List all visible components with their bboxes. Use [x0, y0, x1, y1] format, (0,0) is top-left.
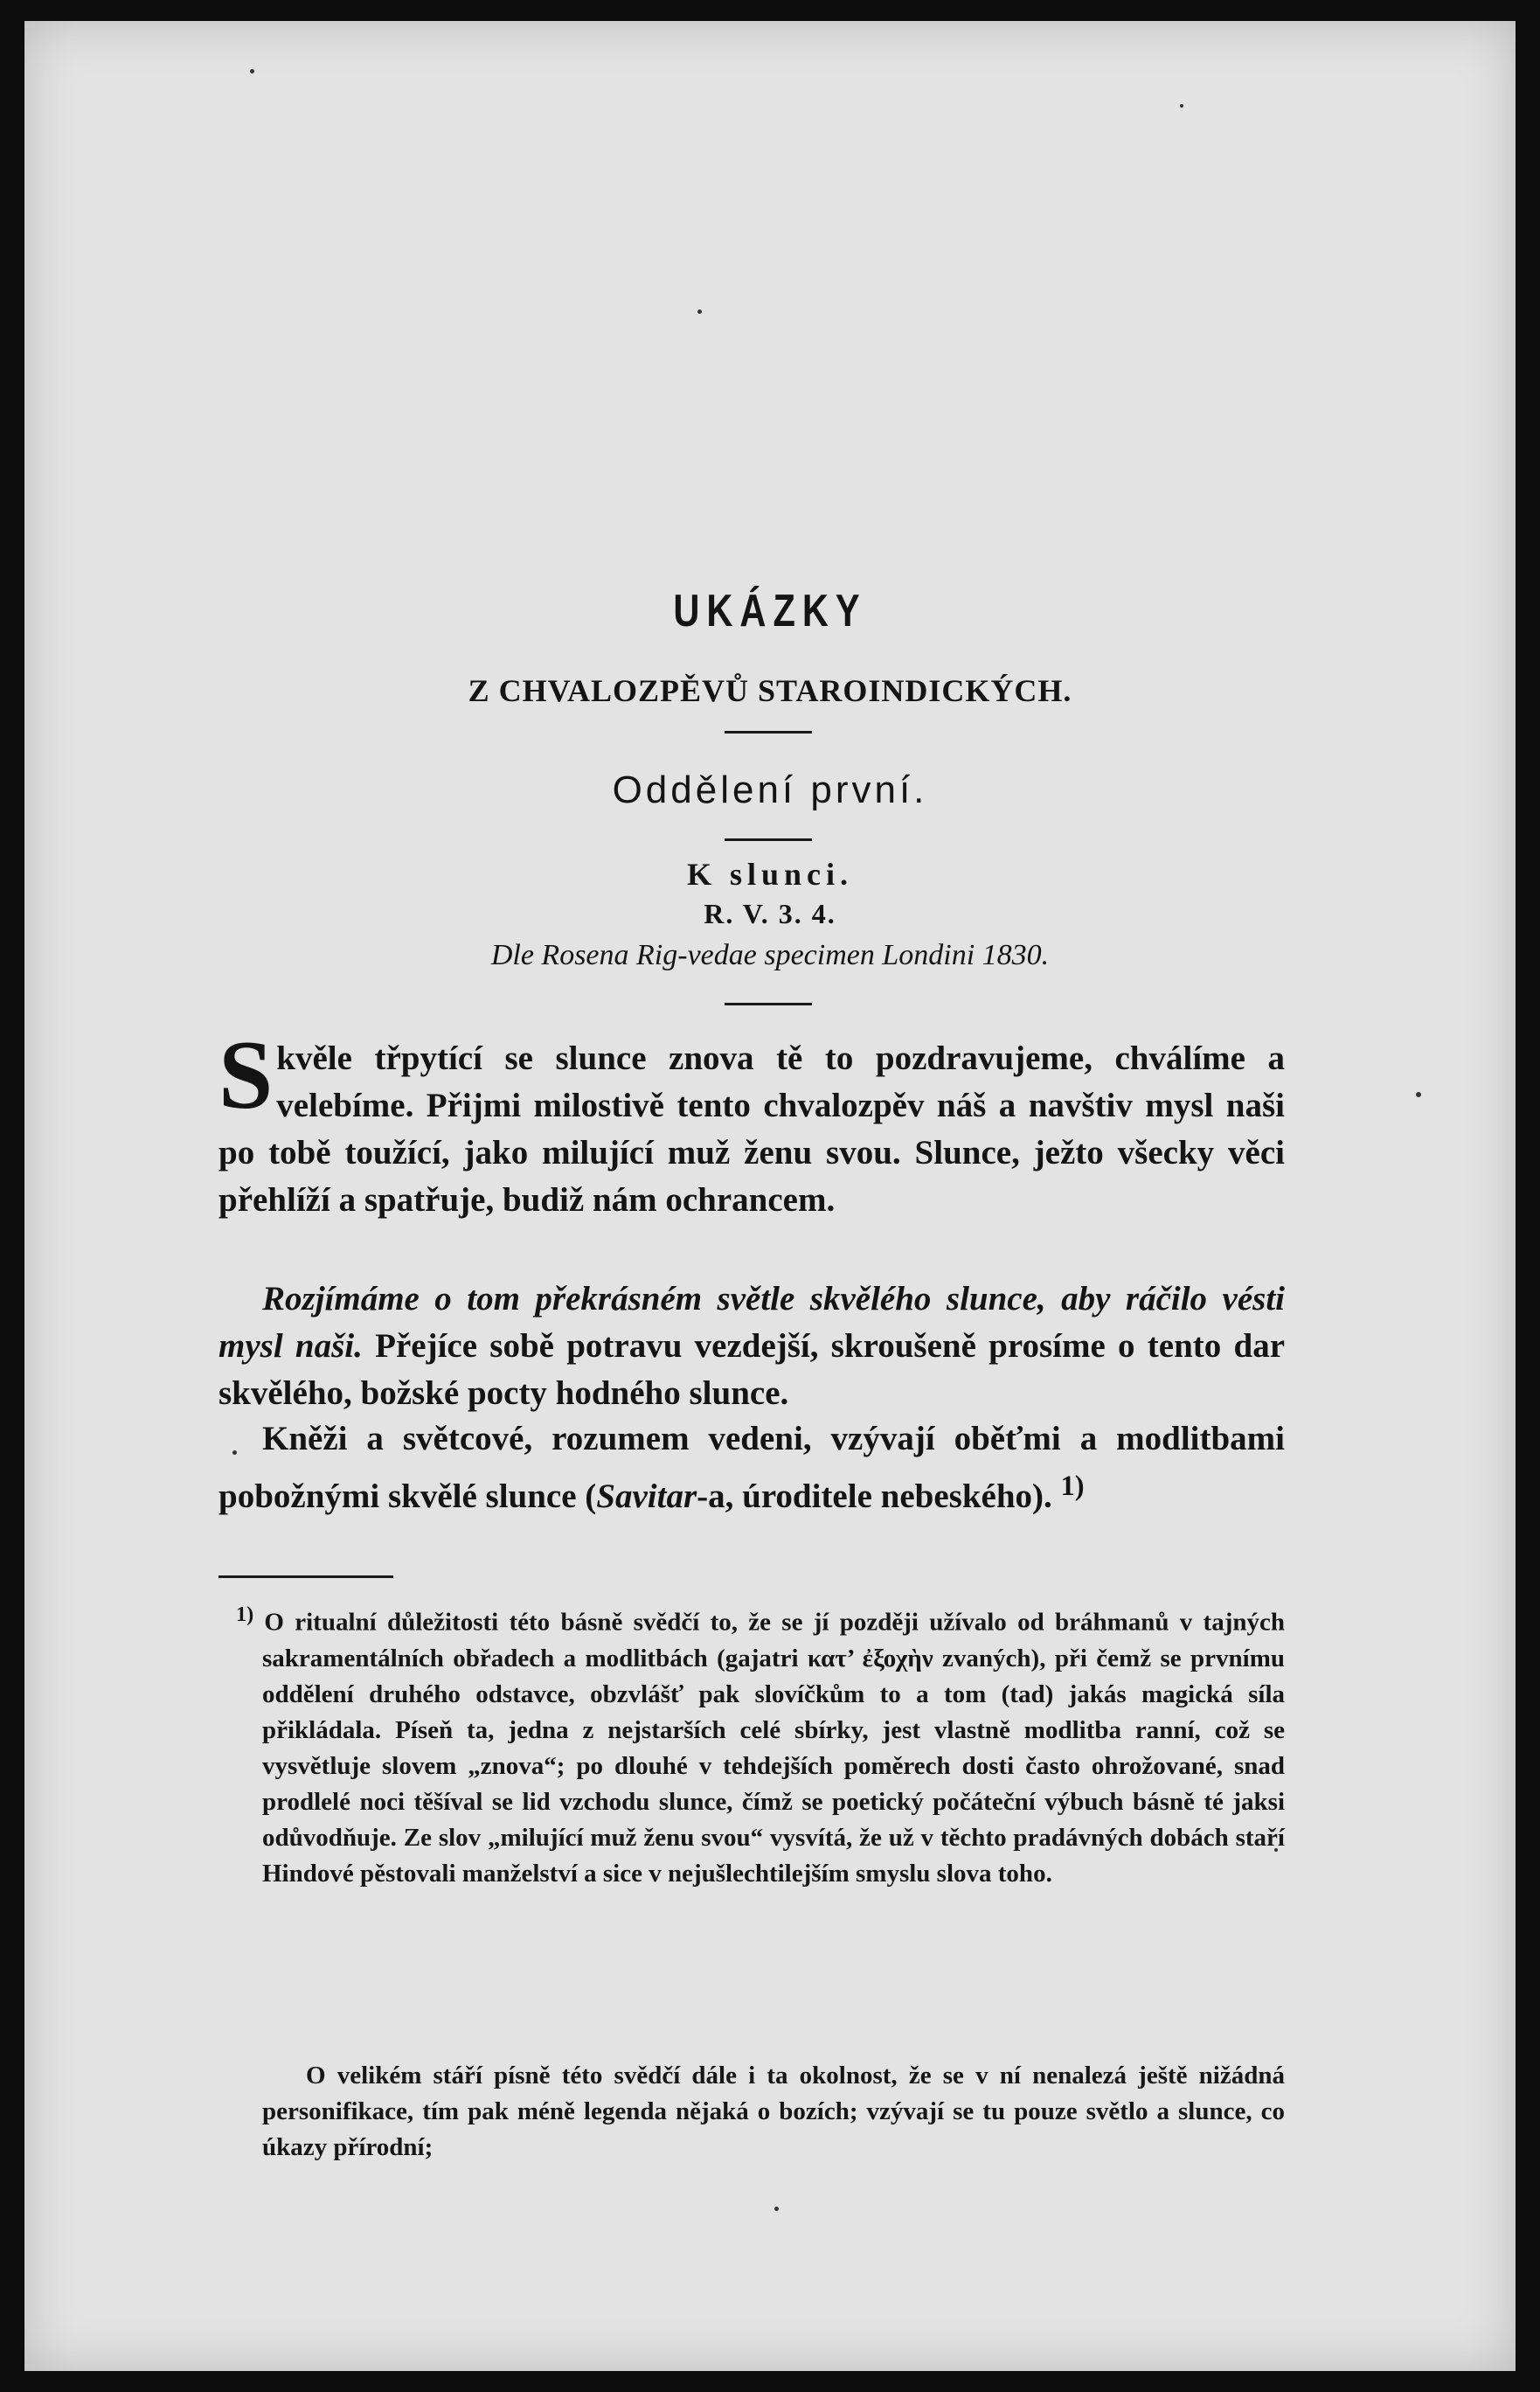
footnote-divider — [219, 1575, 393, 1578]
subtitle: Z CHVALOZPĚVŮ STAROINDICKÝCH. — [468, 673, 1072, 708]
section-title: Oddělení první. — [612, 768, 928, 811]
footnote-1 — [236, 1596, 1285, 1892]
verse-3 — [219, 1415, 1285, 1520]
verse-2-text: Přejíce sobě potravu vezdejší, skroušeně prosíme o tento dar skvělého, božské pocty hodného slunce. — [219, 1327, 1286, 1412]
scan-speck — [1416, 1092, 1421, 1097]
hymn-source: Dle Rosena Rig-vedae specimen Londini 1830. — [490, 939, 1050, 971]
footnote-1-text: O ritualní důležitosti této básně svědčí to, že se jí později užívalo od bráhmanů v tajných sakramentálních obřadech a modlitbách (gajatri κατ’ ἐξοχὴν zvaných), při čemž se prvnímu oddělení druhého odstavce, obzvlášť pak slovíčkům to a tom (tad) jakás magická síla přikládala. Píseň ta, jedna z nejstarších celé sbírky, jest vlastně modlitba ranní, což se vysvětluje slovem „znova“; po dlouhé v tehdejších poměrech dosti často ohrožované, snad prodlelé noci těšíval se lid vzchodu slunce, čímž se poetický počáteční výbuch básně té jaksi odůvodňuje. Ze slov „milující muž ženu svou“ vysvítá, že už v těchto pradávných dobách staří Hindové pěstovali manželství a sice v nejušlechtilejším smyslu slova toho. — [262, 1608, 1285, 1888]
scan-speck — [250, 69, 254, 73]
page — [24, 21, 1516, 2371]
title-divider — [725, 731, 812, 734]
scan-speck — [1180, 104, 1183, 108]
footnote-reference: 1) — [1060, 1471, 1085, 1502]
footnote-marker: 1) — [236, 1603, 254, 1626]
hymn-divider — [725, 1003, 812, 1005]
verse-2-italic: Rozjímáme o tom překrásném světle skvělého slunce, aby ráčilo vésti mysl naši. — [219, 1280, 1285, 1365]
hymn-reference: R. V. 3. 4. — [704, 898, 836, 929]
drop-cap: S — [219, 1021, 274, 1130]
verse-3-italic: Savitar — [596, 1478, 697, 1515]
footnote-2: O velikém stáří písně této svědčí dále i ta okolnost, že se v ní nenalezá ještě nižádná personifikace, tím pak méně legenda nějaká o bozích; vzývají se tu pouze světlo a slunce, co úkazy přírodní; — [262, 2062, 1285, 2161]
hymn-title: K slunci. — [686, 857, 854, 892]
verse-1 — [219, 1021, 1285, 1224]
scan-speck — [774, 2207, 779, 2211]
main-title: UKÁZKY — [673, 586, 867, 636]
scan-speck — [697, 309, 702, 314]
verse-1-text: kvěle třpytící se slunce znova tě to pozdravujeme, chválíme a velebíme. Přijmi milostivě tento chvalozpěv náš a navštiv mysl naši po tobě toužící, jako milující muž ženu svou. Slunce, ježto všecky věci přehlíží a spatřuje, budiž nám ochrancem. — [219, 1040, 1285, 1219]
verse-2 — [219, 1276, 1285, 1417]
verse-3-text-end: -a, úroditele nebeského). — [697, 1478, 1052, 1515]
section-divider — [725, 838, 812, 841]
verse-3-text-start: Kněži a světcové, rozumem vedeni, vzývají oběťmi a modlitbami pobožnými skvělé slunce ( — [219, 1420, 1285, 1515]
